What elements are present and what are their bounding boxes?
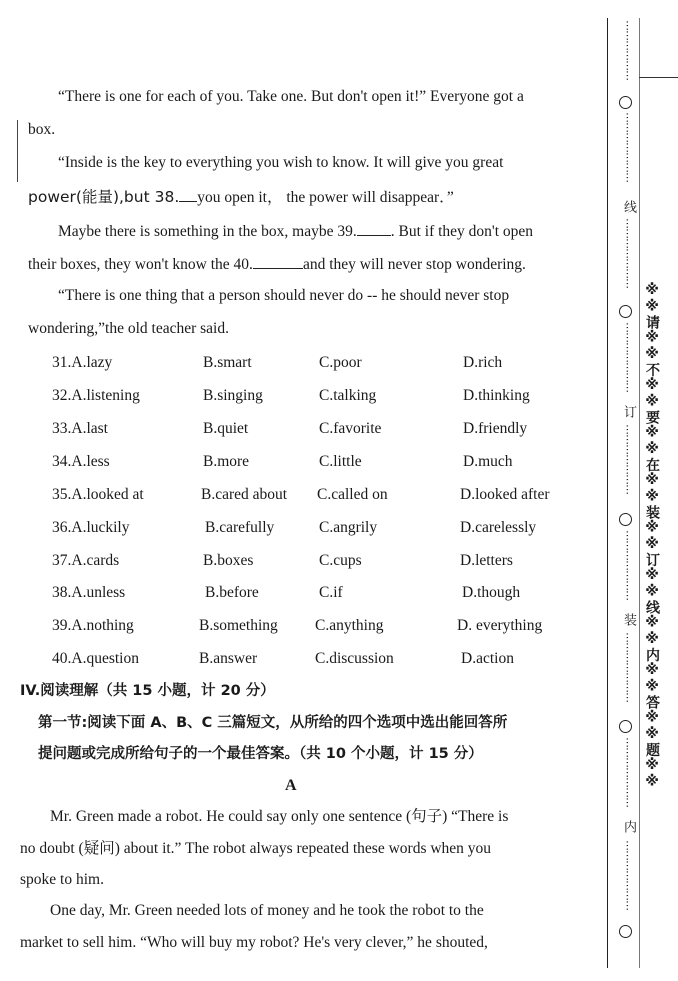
section-instruction-1: 第一节:阅读下面 A、B、C 三篇短文，从所给的四个选项中选出能回答所 [38,715,508,731]
passage-text: power(能量),but 38. [28,188,180,206]
blank-39[interactable] [357,221,391,236]
passage-line-5 [58,221,533,241]
q32-a[interactable]: 32.A.listening [52,387,140,404]
q31-a[interactable]: 31.A.lazy [52,354,113,371]
passage-text: Maybe there is something in the box, maybe 39. [58,223,357,240]
q33-c[interactable]: C.favorite [319,420,382,437]
q39-b[interactable]: B.something [199,617,278,634]
passage-line-1: “There is one for each of you. Take one. But don't open it!” Everyone got a [58,88,524,105]
binding-line [607,18,608,968]
q38-d[interactable]: D.though [462,584,521,601]
dotted-line: ⋯⋯⋯⋯⋯⋯⋯ [621,424,634,494]
passage-a-line-1: Mr. Green made a robot. He could say only one sentence (句子) “There is [50,808,509,825]
passage-text: and they will never stop wondering. [302,256,526,273]
dotted-line: ⋯⋯⋯⋯⋯⋯⋯ [621,112,634,182]
q35-c[interactable]: C.called on [317,486,388,503]
binding-char-order: 订 [621,405,636,418]
section-instruction-2: 提问题或完成所给句子的一个最佳答案。（共 10 个小题，计 15 分） [38,746,483,762]
q31-b[interactable]: B.smart [203,354,252,371]
binding-warning: ※※请※※不※※要※※在※※装※※订※※线※※内※※答※※题※※ [644,282,660,790]
binding-char-inner: 内 [621,820,636,833]
q36-b[interactable]: B.carefully [205,519,275,536]
q35-d[interactable]: D.looked after [460,486,550,503]
q39-c[interactable]: C.anything [315,617,384,634]
passage-a-line-2: no doubt (疑问) about it.” The robot always repeated these words when you [20,840,492,857]
dotted-line: ⋯⋯⋯⋯⋯⋯⋯ [621,632,634,702]
q32-d[interactable]: D.thinking [463,387,530,404]
binding-char-bind: 装 [621,613,636,626]
q38-c[interactable]: C.if [319,584,343,601]
passage-text: their boxes, they won't know the 40. [28,256,253,273]
dotted-line: ⋯⋯⋯⋯⋯⋯⋯ [621,840,634,910]
q33-d[interactable]: D.friendly [463,420,528,437]
binding-tick [639,77,678,78]
q40-b[interactable]: B.answer [199,650,258,667]
q39-a[interactable]: 39.A.nothing [52,617,134,634]
dotted-line: ⋯⋯⋯⋯⋯⋯⋯ [621,218,634,288]
q34-a[interactable]: 34.A.less [52,453,110,470]
passage-line-8: wondering,”the old teacher said. [28,320,229,337]
passage-a-line-4: One day, Mr. Green needed lots of money and he took the robot to the [50,902,484,919]
dotted-line: ⋯⋯⋯⋯⋯⋯⋯ [621,530,634,600]
passage-a-line-3: spoke to him. [20,871,104,888]
circle-mark [619,305,632,318]
passage-letter: A [285,777,297,794]
q37-b[interactable]: B.boxes [203,552,254,569]
q35-a[interactable]: 35.A.looked at [52,486,144,503]
dotted-line: ⋯⋯⋯⋯⋯⋯⋯ [621,322,634,392]
q34-d[interactable]: D.much [463,453,513,470]
q32-c[interactable]: C.talking [319,387,377,404]
binding-line-outer [639,18,640,968]
passage-line-7: “There is one thing that a person should never do -- he should never stop [58,287,510,304]
q40-d[interactable]: D.action [461,650,514,667]
blank-38[interactable] [179,187,197,202]
q36-c[interactable]: C.angrily [319,519,378,536]
dotted-line: ⋯⋯⋯⋯⋯⋯⋯ [621,737,634,807]
q39-d[interactable]: D. everything [457,617,543,634]
q34-c[interactable]: C.little [319,453,362,470]
passage-line-3: “Inside is the key to everything you wish to know. It will give you great [58,154,504,171]
q31-d[interactable]: D.rich [463,354,503,371]
q40-c[interactable]: C.discussion [315,650,394,667]
circle-mark [619,925,632,938]
q31-c[interactable]: C.poor [319,354,362,371]
blank-40[interactable] [253,254,303,269]
section-heading: IV.阅读理解（共 15 小题，计 20 分） [20,683,275,699]
q36-a[interactable]: 36.A.luckily [52,519,130,536]
q36-d[interactable]: D.carelessly [460,519,537,536]
q40-a[interactable]: 40.A.question [52,650,139,667]
binding-char-line: 线 [621,200,636,213]
margin-mark [17,120,18,182]
circle-mark [619,96,632,109]
dotted-line: ⋯⋯⋯⋯⋯⋯ [621,20,634,80]
q34-b[interactable]: B.more [203,453,250,470]
passage-a-line-5: market to sell him. “Who will buy my robot? He's very clever,” he shouted, [20,934,488,951]
q37-d[interactable]: D.letters [460,552,513,569]
q38-b[interactable]: B.before [205,584,259,601]
q33-b[interactable]: B.quiet [203,420,249,437]
passage-text: . But if they don't open [390,223,534,240]
q33-a[interactable]: 33.A.last [52,420,108,437]
q35-b[interactable]: B.cared about [201,486,288,503]
passage-line-2: box. [28,121,56,138]
passage-line-6 [28,254,526,274]
circle-mark [619,513,632,526]
circle-mark [619,720,632,733]
q37-a[interactable]: 37.A.cards [52,552,120,569]
passage-text: you open it， the power will disappear．” [197,189,454,206]
q32-b[interactable]: B.singing [203,387,263,404]
passage-line-4 [28,187,454,207]
q38-a[interactable]: 38.A.unless [52,584,126,601]
q37-c[interactable]: C.cups [319,552,362,569]
